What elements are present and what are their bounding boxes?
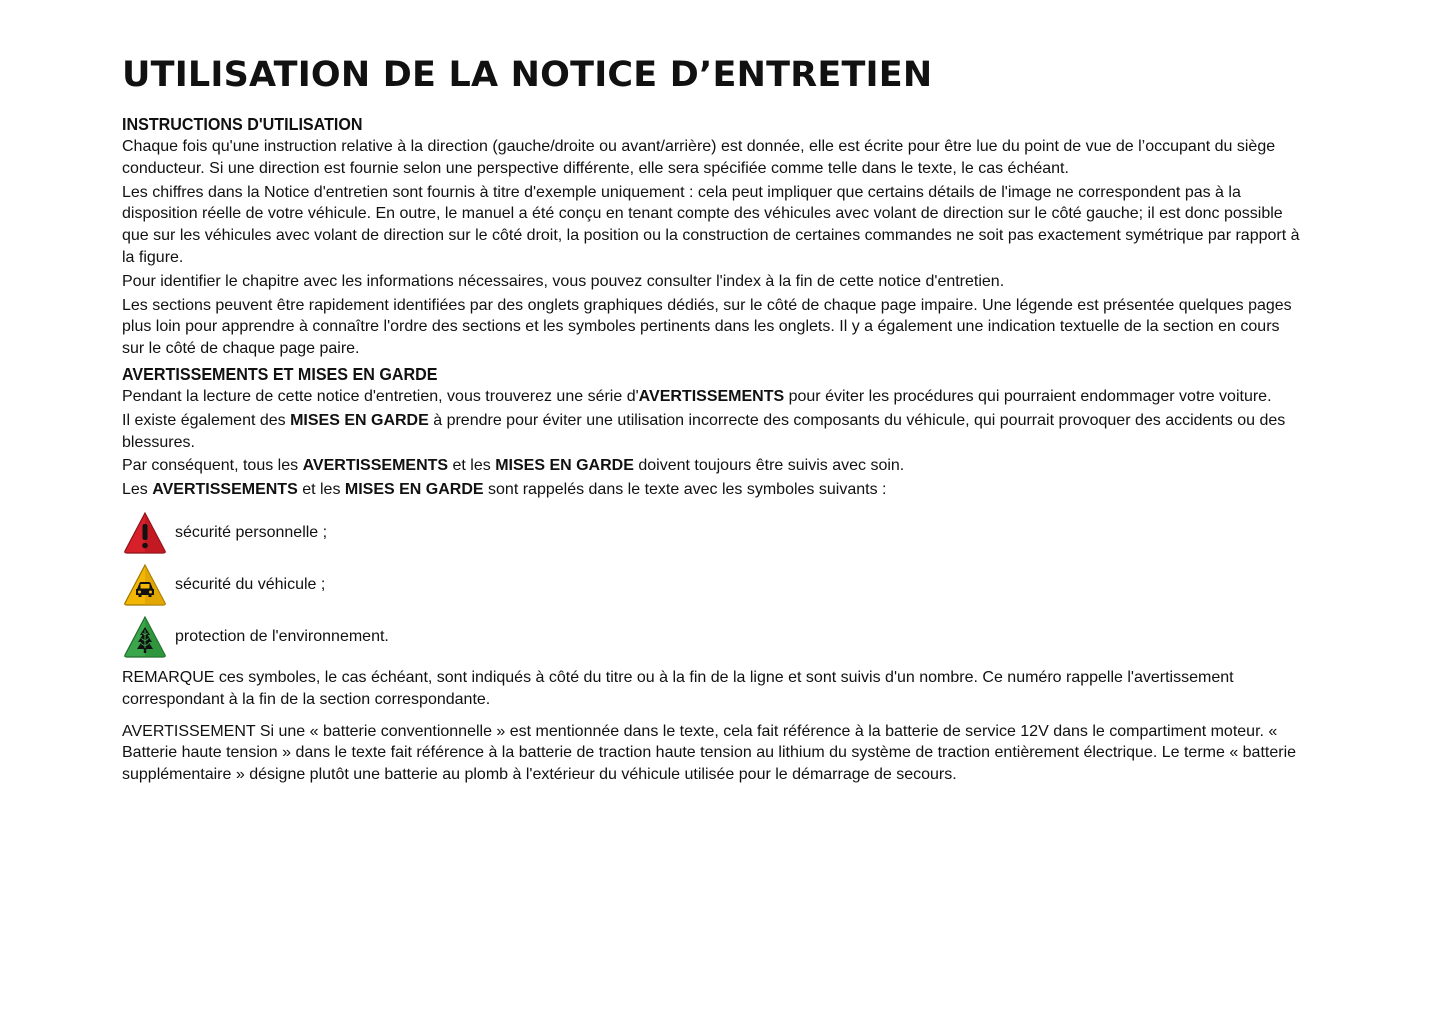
page-content — [122, 52, 1302, 788]
note-paragraph: REMARQUE ces symboles, le cas échéant, sont indiqués à côté du titre ou à la fin de la ligne et sont suivis d'un nombre. Ce numéro rappelle l'avertissement correspondant à la fin de la section correspondante. — [122, 668, 1234, 708]
paragraph: Les chiffres dans la Notice d'entretien sont fournis à titre d'exemple uniquement : cela peut impliquer que certains détails de l'image ne correspondent pas à la disposition réelle de votre véhicule. En outre, le manuel a été conçu en tenant compte des véhicules avec volant de direction sur le côté gauche; il est donc possible que sur les véhicules avec volant de direction sur le côté droit, la position ou la construction de certaines commandes ne soit pas exactement symétrique par rapport à la figure. — [122, 183, 1300, 266]
symbol-legend — [122, 507, 1302, 663]
symbol-label: protection de l'environnement. — [175, 627, 389, 645]
paragraph: Les AVERTISSEMENTS et les MISES EN GARDE sont rappelés dans le texte avec les symboles suivants : — [122, 481, 887, 499]
warning-paragraph: AVERTISSEMENT Si une « batterie conventionnelle » est mentionnée dans le texte, cela fait référence à la batterie de service 12V dans le compartiment moteur. « Batterie haute tension » dans le texte fait référence à la batterie de traction haute tension au lithium du système de traction entièrement électrique. Le terme « batterie supplémentaire » désigne plutôt une batterie au plomb à l'extérieur du véhicule utilisée pour le démarrage de secours. — [122, 722, 1297, 784]
keyword-avertissements: AVERTISSEMENTS — [302, 457, 449, 475]
page-title: UTILISATION DE LA NOTICE D’ENTRETIEN — [122, 55, 933, 95]
symbol-label: sécurité personnelle ; — [175, 523, 328, 541]
paragraph: Les sections peuvent être rapidement identifiées par des onglets graphiques dédiés, sur le côté de chaque page impaire. Une légende est présentée quelques pages plus loin pour apprendre à connaître l'ordre des sections et les symboles pertinents dans les onglets. Il y a également une indication textuelle de la section en cours sur le côté de chaque page paire. — [122, 296, 1292, 358]
paragraph: Par conséquent, tous les AVERTISSEMENTS et les MISES EN GARDE doivent toujours être suivis avec soin. — [122, 457, 905, 475]
environment-protection-icon — [122, 614, 168, 660]
paragraph: Pendant la lecture de cette notice d'entretien, vous trouverez une série d'AVERTISSEMENTS pour éviter les procédures qui pourraient endommager votre voiture. — [122, 387, 1272, 405]
paragraph: Chaque fois qu'une instruction relative à la direction (gauche/droite ou avant/arrière) est donnée, elle est écrite pour être lue du point de vue de l’occupant du siège conducteur. Si une direction est fournie selon une perspective différente, elle sera spécifiée comme telle dans le texte, le cas échéant. — [122, 138, 1276, 177]
symbol-row-environment — [122, 611, 1302, 663]
vehicle-safety-icon — [122, 562, 168, 608]
symbol-label: sécurité du véhicule ; — [175, 575, 326, 593]
keyword-mises-en-garde: MISES EN GARDE — [495, 457, 634, 475]
paragraph: Pour identifier le chapitre avec les informations nécessaires, vous pouvez consulter l'index à la fin de cette notice d'entretien. — [122, 272, 1005, 290]
personal-safety-icon — [122, 510, 168, 556]
keyword-avertissements: AVERTISSEMENTS — [152, 481, 298, 499]
keyword-mises-en-garde: MISES EN GARDE — [290, 411, 429, 429]
section-heading-instructions: INSTRUCTIONS D'UTILISATION — [122, 114, 363, 134]
paragraph: Il existe également des MISES EN GARDE à prendre pour éviter une utilisation incorrecte des composants du véhicule, qui pourrait provoquer des accidents ou des blessures. — [122, 411, 1286, 451]
keyword-avertissements: AVERTISSEMENTS — [638, 387, 785, 405]
symbol-row-vehicle — [122, 559, 1302, 611]
symbol-row-personal — [122, 507, 1302, 559]
keyword-mises-en-garde: MISES EN GARDE — [344, 481, 484, 499]
section-heading-warnings: AVERTISSEMENTS ET MISES EN GARDE — [122, 363, 438, 384]
